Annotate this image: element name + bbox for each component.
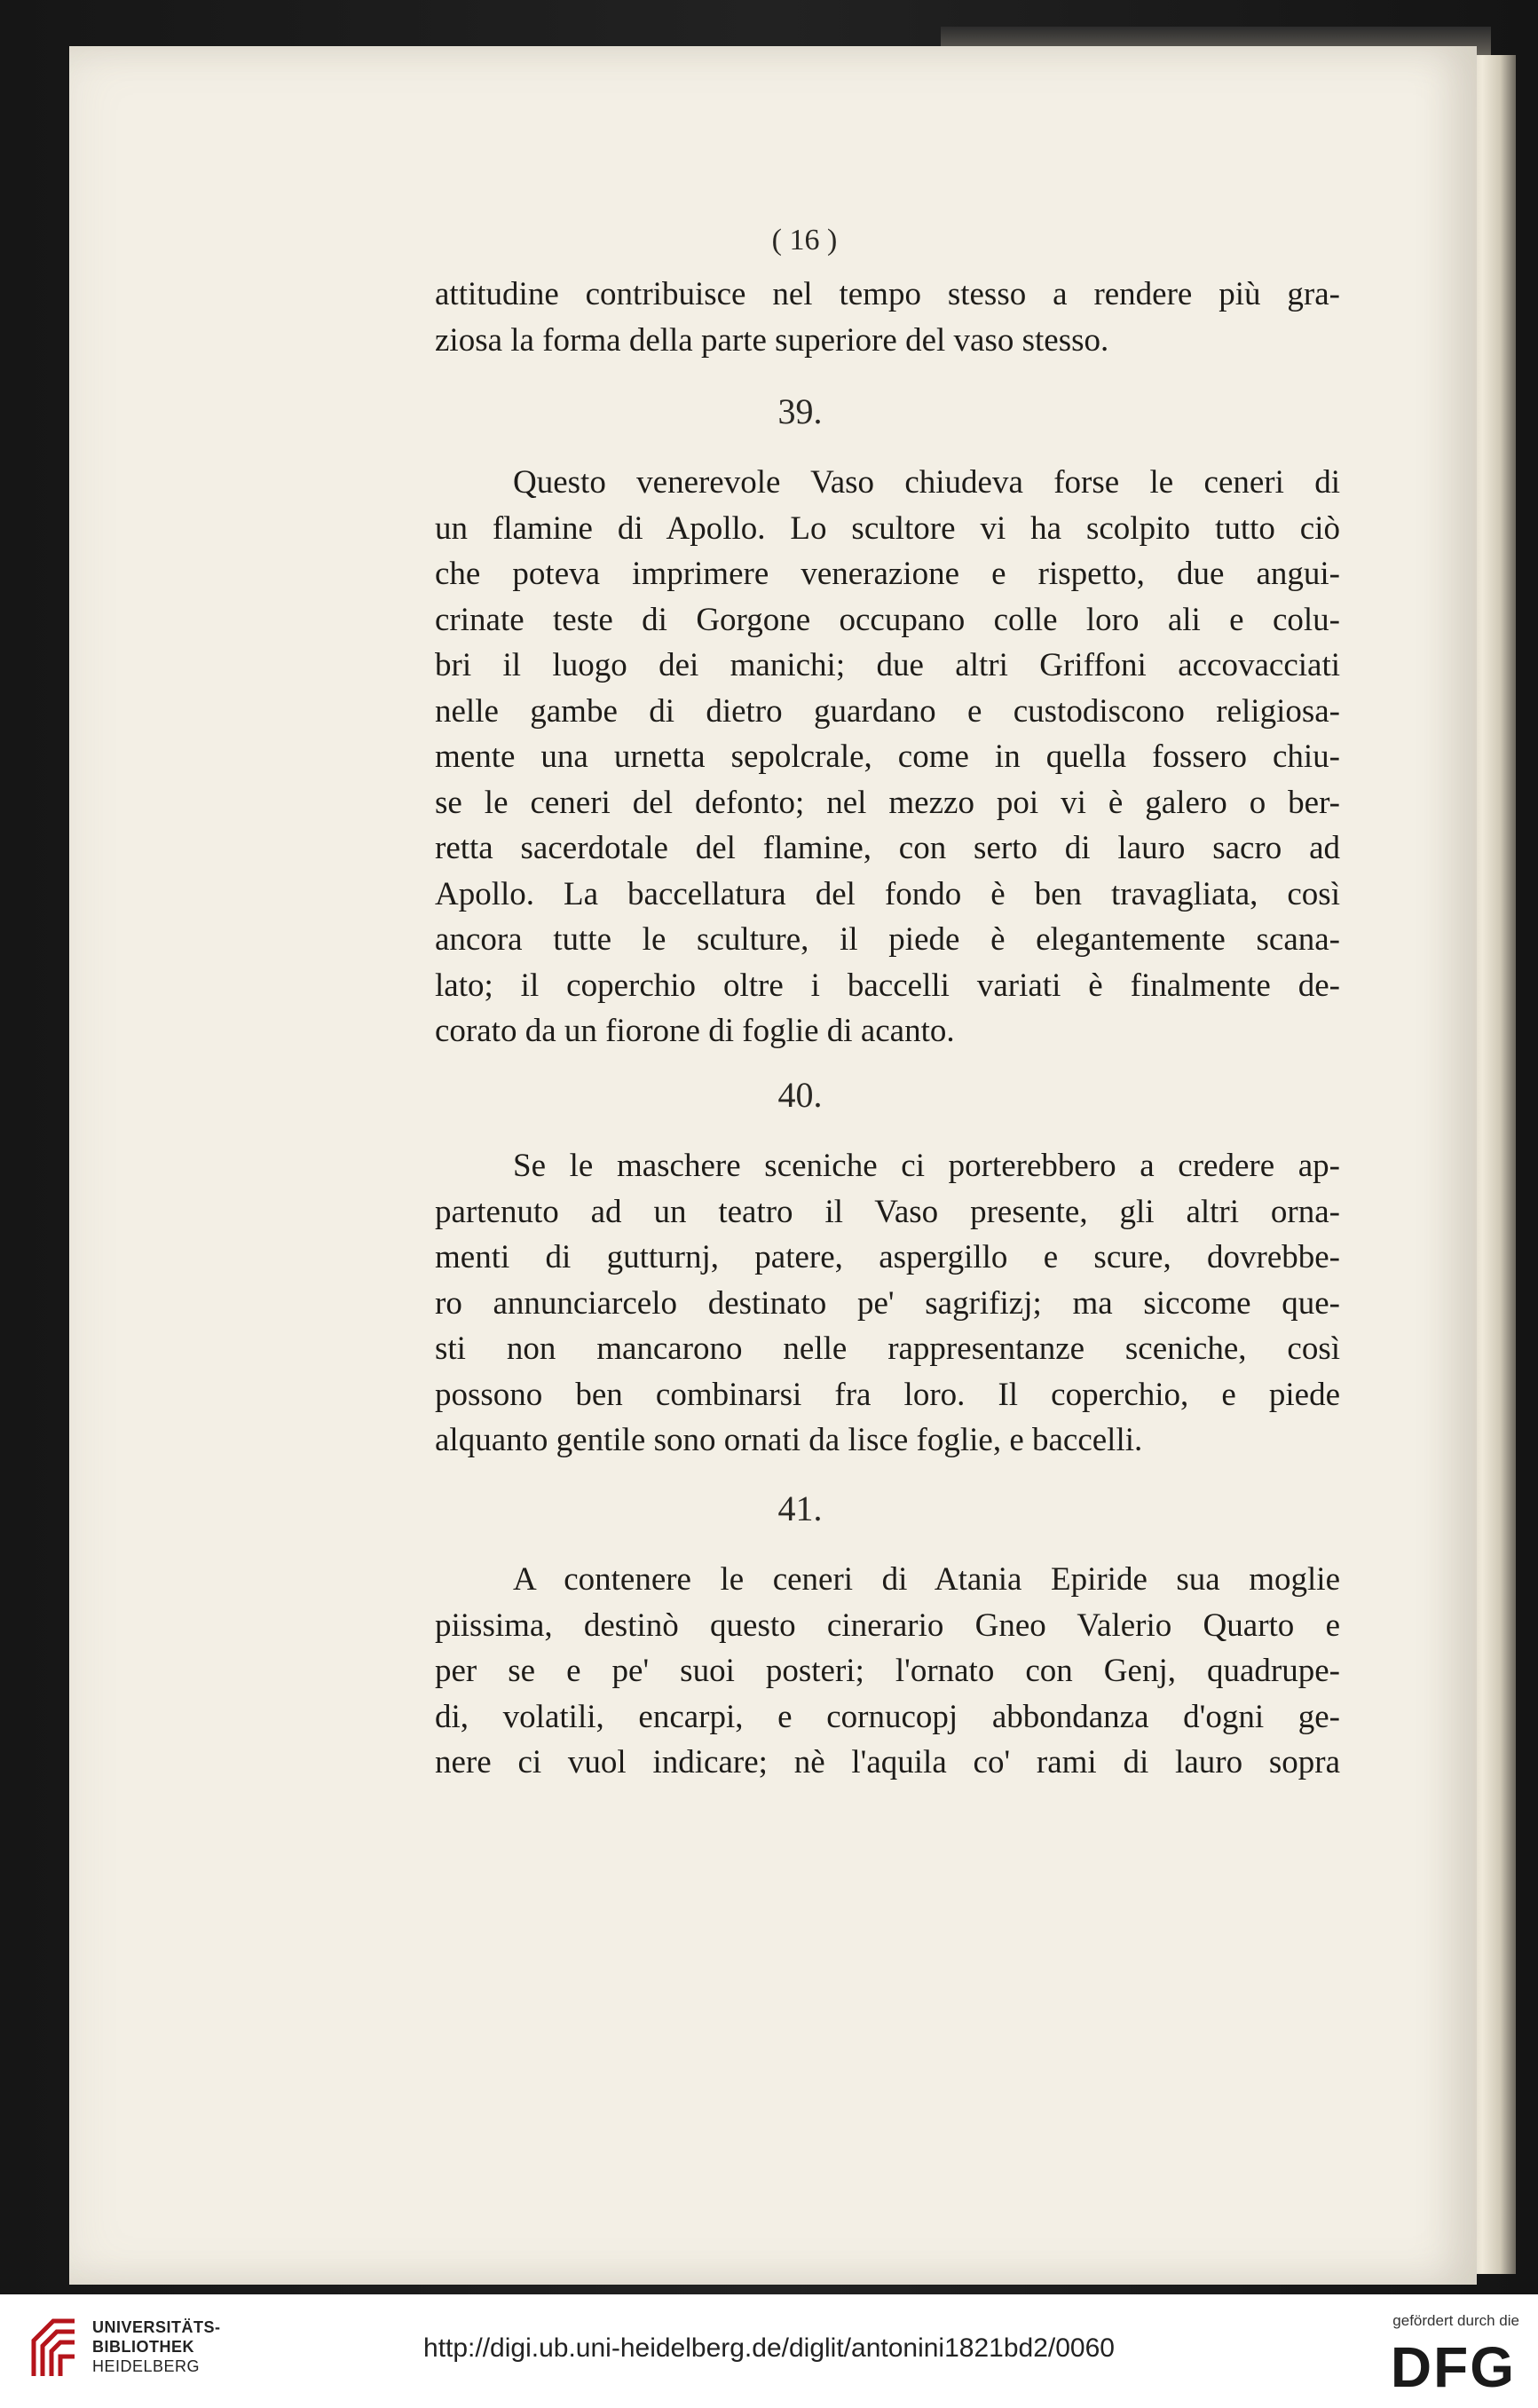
text-line: bri il luogo dei manichi; due altri Griffoni accovacciati: [435, 647, 1340, 683]
text-line: Apollo. La baccellatura del fondo è ben travagliata, così: [435, 875, 1340, 912]
text-line: possono ben combinarsi fra loro. Il coperchio, e piede: [435, 1376, 1340, 1413]
text-line: corato da un fiorone di foglie di acanto.: [435, 1013, 955, 1049]
text-line: Se le maschere sceniche ci porterebbero a credere ap-: [513, 1148, 1340, 1184]
section-paragraph: [435, 1557, 1340, 1786]
section-paragraph: [435, 460, 1340, 1054]
text-line: ziosa la forma della parte superiore del vaso stesso.: [435, 321, 1109, 359]
text-line: piissima, destinò questo cinerario Gneo Valerio Quarto e: [435, 1607, 1340, 1644]
text-line: A contenere le ceneri di Atania Epiride sua moglie: [513, 1561, 1340, 1598]
page-number: ( 16 ): [771, 224, 838, 257]
text-line: Questo venerevole Vaso chiudeva forse le ceneri di: [513, 464, 1340, 501]
text-line: nere ci vuol indicare; nè l'aquila co' rami di lauro sopra: [435, 1744, 1340, 1780]
text-line: sti non mancarono nelle rappresentanze sceniche, così: [435, 1330, 1340, 1367]
text-line: partenuto ad un teatro il Vaso presente, gli altri orna-: [435, 1193, 1340, 1230]
text-line: che poteva imprimere venerazione e rispetto, due angui-: [435, 556, 1340, 592]
section-number: 41.: [777, 1488, 823, 1528]
dfg-logo-text: DFG: [1390, 2337, 1516, 2394]
section-paragraph: [435, 1143, 1340, 1464]
section-number: 39.: [777, 391, 823, 431]
text-line: un flamine di Apollo. Lo scultore vi ha scolpito tutto ciò: [435, 509, 1340, 547]
footer-bar: [0, 2294, 1538, 2408]
text-line: nelle gambe di dietro guardano e custodiscono religiosa-: [435, 692, 1340, 730]
library-name-line: BIBLIOTHEK: [92, 2338, 194, 2356]
text-line: lato; il coperchio oltre i baccelli variati è finalmente de-: [435, 967, 1340, 1004]
text-line: mente una urnetta sepolcrale, come in quella fossero chiu-: [435, 738, 1340, 775]
text-line: ro annunciarcelo destinato pe' sagrifizj; ma siccome que-: [435, 1284, 1340, 1322]
sponsor-caption: gefördert durch die: [1392, 2312, 1519, 2329]
text-line: ancora tutte le sculture, il piede è elegantemente scana-: [435, 921, 1340, 958]
permalink-url[interactable]: http://digi.ub.uni-heidelberg.de/diglit/antonini1821bd2/0060: [423, 2333, 1115, 2363]
text-line: alquanto gentile sono ornati da lisce foglie, e baccelli.: [435, 1422, 1143, 1458]
text-line: per se e pe' suoi posteri; l'ornato con Genj, quadrupe-: [435, 1653, 1340, 1689]
library-name-line: HEIDELBERG: [92, 2357, 201, 2375]
text-line: di, volatili, encarpi, e cornucopj abbondanza d'ogni ge-: [435, 1698, 1340, 1735]
text-line: crinate teste di Gorgone occupano colle loro ali e colu-: [435, 601, 1340, 638]
text-line: retta sacerdotale del flamine, con serto di lauro sacro ad: [435, 830, 1340, 866]
dfg-logo-icon[interactable]: [1358, 2337, 1518, 2394]
text-line: menti di gutturnj, patere, aspergillo e scure, dovrebbe-: [435, 1239, 1340, 1275]
section-number: 40.: [777, 1075, 823, 1115]
text-line: attitudine contribuisce nel tempo stesso a rendere più gra-: [435, 276, 1340, 312]
intro-paragraph: [435, 272, 1340, 363]
text-line: se le ceneri del defonto; nel mezzo poi vi è galero o ber-: [435, 784, 1340, 821]
library-name-line: UNIVERSITÄTS-: [92, 2318, 221, 2336]
